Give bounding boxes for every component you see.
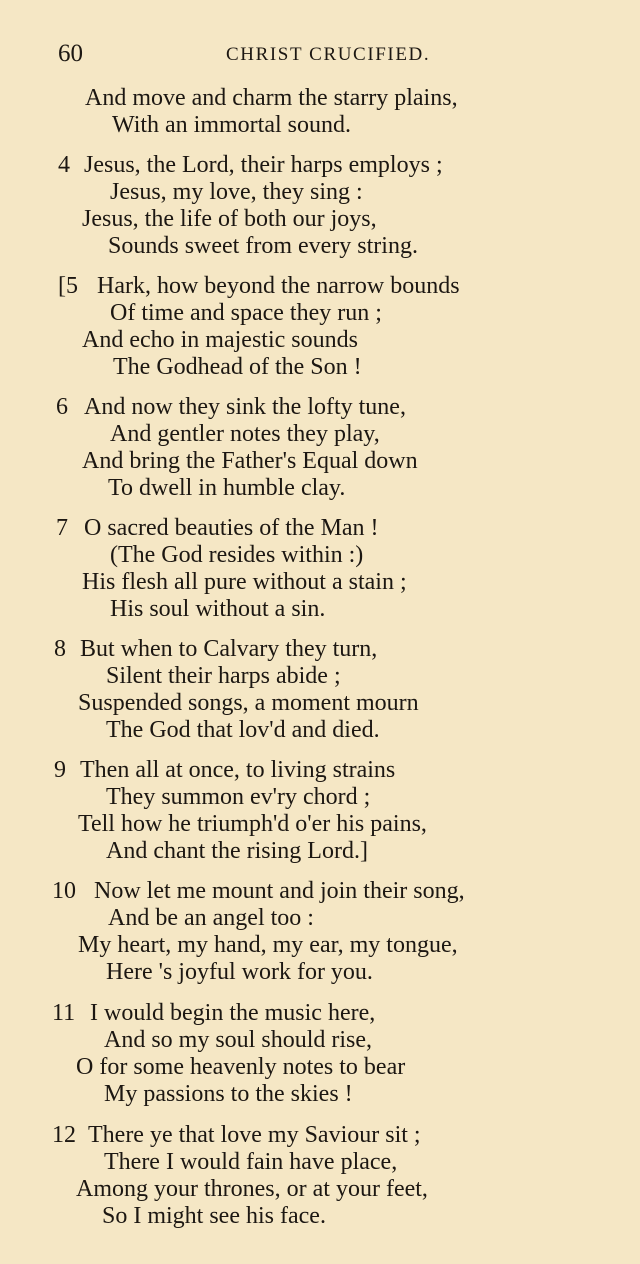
stanza-line: His soul without a sin. — [110, 596, 326, 622]
stanza-line: The God that lov'd and died. — [106, 717, 380, 743]
stanza-number: 11 — [52, 1000, 76, 1026]
stanza-line: But when to Calvary they turn, — [80, 636, 378, 662]
stanza-line: (The God resides within :) — [110, 542, 364, 568]
stanza-line: And echo in majestic sounds — [82, 327, 358, 353]
stanza-line: My passions to the skies ! — [104, 1081, 353, 1107]
stanza-line: There ye that love my Saviour sit ; — [88, 1122, 421, 1148]
stanza-number: 7 — [56, 515, 68, 541]
stanza-number: 10 — [52, 878, 76, 904]
stanza-line: Jesus, my love, they sing : — [110, 179, 363, 205]
stanza-line: My heart, my hand, my ear, my tongue, — [78, 932, 458, 958]
stanza-line: Suspended songs, a moment mourn — [78, 690, 419, 716]
stanza-number: 12 — [52, 1122, 76, 1148]
stanza-line: And be an angel too : — [108, 905, 314, 931]
stanza-line: The Godhead of the Son ! — [113, 354, 362, 380]
stanza-line: So I might see his face. — [102, 1203, 326, 1229]
stanza-line: Silent their harps abide ; — [106, 663, 341, 689]
stanza-line: With an immortal sound. — [112, 112, 352, 138]
page-header — [58, 40, 578, 74]
stanza-line: And gentler notes they play, — [110, 421, 380, 447]
stanza-line: Of time and space they run ; — [110, 300, 382, 326]
stanza-line: Sounds sweet from every string. — [108, 233, 418, 259]
stanza-line: And chant the rising Lord.] — [106, 838, 368, 864]
stanza-line: Hark, how beyond the narrow bounds — [97, 273, 460, 299]
stanza-number: 4 — [58, 152, 70, 178]
stanza-line: O for some heavenly notes to bear — [76, 1054, 406, 1080]
stanza-line: To dwell in humble clay. — [108, 475, 346, 501]
stanza-number: [5 — [58, 273, 78, 299]
stanza-line: There I would fain have place, — [104, 1149, 398, 1175]
stanza-line: His flesh all pure without a stain ; — [82, 569, 407, 595]
stanza-line: And bring the Father's Equal down — [82, 448, 418, 474]
stanza-line: Jesus, the Lord, their harps employs ; — [84, 152, 443, 178]
page-number: 60 — [58, 40, 83, 67]
stanza-line: Now let me mount and join their song, — [94, 878, 465, 904]
stanza-line: They summon ev'ry chord ; — [106, 784, 371, 810]
stanza-line: And so my soul should rise, — [104, 1027, 373, 1053]
stanza-line: I would begin the music here, — [90, 1000, 376, 1026]
stanza-number: 6 — [56, 394, 68, 420]
stanza-number: 9 — [54, 757, 66, 783]
running-head: CHRIST CRUCIFIED. — [226, 44, 431, 65]
stanza-line: And move and charm the starry plains, — [85, 85, 458, 111]
stanza-number: 8 — [54, 636, 66, 662]
stanza-line: And now they sink the lofty tune, — [84, 394, 406, 420]
stanza-line: Among your thrones, or at your feet, — [76, 1176, 428, 1202]
stanza-line: Jesus, the life of both our joys, — [82, 206, 377, 232]
stanza-line: Here 's joyful work for you. — [106, 959, 373, 985]
stanza-line: Then all at once, to living strains — [80, 757, 396, 783]
stanza-line: Tell how he triumph'd o'er his pains, — [78, 811, 427, 837]
stanza-line: O sacred beauties of the Man ! — [84, 515, 379, 541]
